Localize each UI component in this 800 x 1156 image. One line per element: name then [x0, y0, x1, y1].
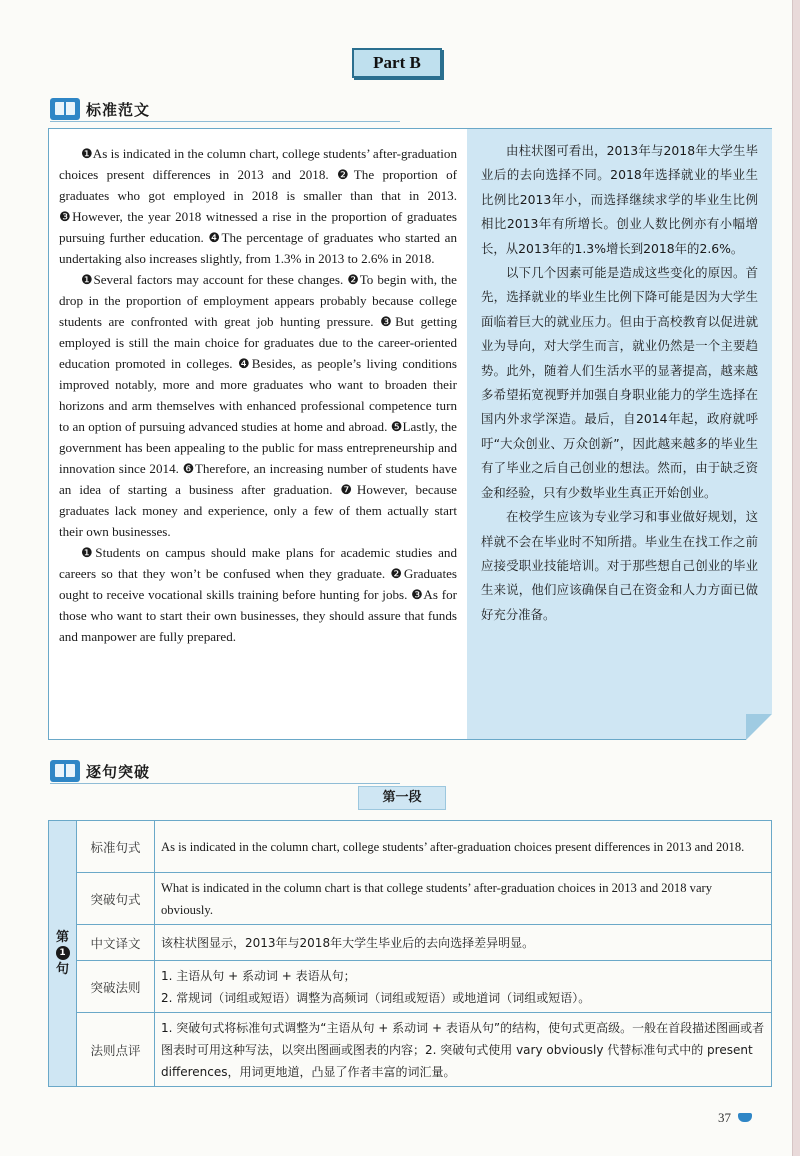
row-label: 法则点评	[77, 1013, 155, 1087]
section-label: 逐句突破	[86, 762, 151, 781]
row-label: 突破句式	[77, 873, 155, 925]
table-row	[49, 925, 772, 961]
chinese-paragraph: 由柱状图可看出，2013年与2018年大学生毕业后的去向选择不同。2018年选择就业的毕业生比例比2013年小，而选择继续求学的毕业生比例相比2013年有所增长。创业人数比例亦有小幅增长，从2013年的1.3%增长到2018年的2.6%。	[481, 143, 758, 256]
english-essay	[59, 143, 457, 647]
row-content: 1. 突破句式将标准句式调整为“主语从句 + 系动词 + 表语从句”的结构，使句式更高级。一般在首段描述图画或者图表时可用这种写法，以突出图画或图表的内容；2. 突破句式使用 vary obviously 代替标准句式中的 present differences，用词更地道，凸显了作者丰富的词汇量。	[155, 1013, 772, 1087]
book-icon	[50, 98, 80, 120]
english-paragraph: ❶Several factors may account for these changes. ❷To begin with, the drop in the proportion of employment appears probably because college students are confronted with great job hunting pressure. ❸But getting employed is still the main choice for graduates due to the career-oriented education promoted in colleges. ❹Besides, as people’s living conditions improved notably, more and more graduates who want to broaden their horizons and arm themselves with enhanced professional competence turn to an option of pursuing advanced studies at home and abroad. ❺Lastly, the government has been appealing to the public for mass entrepreneurship and innovation since 2014. ❻Therefore, an increasing number of students have an idea of starting a business after graduation. ❼However, because graduates lack money and experience, only a few of them actually start their own businesses.	[59, 272, 457, 539]
sentence-breakdown-table	[48, 820, 772, 1087]
sentence-number: 第 1 句	[49, 821, 77, 1087]
rule-line: 2. 常规词（词组或短语）调整为高频词（词组或短语）或地道词（词组或短语）。	[161, 990, 591, 1005]
table-row	[49, 961, 772, 1013]
chinese-translation	[467, 129, 772, 739]
graduation-cap-icon	[738, 1113, 752, 1122]
row-label: 中文译文	[77, 925, 155, 961]
row-label: 突破法则	[77, 961, 155, 1013]
part-title: Part B	[352, 48, 442, 78]
row-content	[155, 961, 772, 1013]
row-content: What is indicated in the column chart is that college students’ after-graduation choices in 2013 and 2018 vary obviously.	[155, 873, 772, 925]
rule-line: 1. 主语从句 + 系动词 + 表语从句；	[161, 968, 356, 983]
english-paragraph: ❶Students on campus should make plans for academic studies and careers so that they won’t be confused when they graduate. ❷Graduates ought to receive vocational skills training before hunting for jobs. ❸As for those who want to start their own businesses, they should assure that funds and manpower are fully prepared.	[59, 545, 457, 644]
table-row	[49, 873, 772, 925]
section-divider	[50, 783, 400, 784]
page-fold-corner	[746, 714, 772, 740]
english-paragraph: ❶As is indicated in the column chart, college students’ after-graduation choices present differences in 2013 and 2018. ❷The proportion of graduates who got employed in 2018 is smaller than that in 2013. ❸However, the year 2018 witnessed a rise in the proportion of graduates pursuing further education. ❹The percentage of graduates who started an undertaking also increases slightly, from 1.3% in 2013 to 2.6% in 2018.	[59, 146, 457, 266]
table-row	[49, 1013, 772, 1087]
chinese-paragraph: 以下几个因素可能是造成这些变化的原因。首先，选择就业的毕业生比例下降可能是因为大学生面临着巨大的就业压力。但由于高校教育以促进就业为导向，对大学生而言，就业仍然是一个主要趋势。此外，随着人们生活水平的显著提高，越来越多希望拓宽视野并加强自身职业能力的学生选择在国内外求学深造。最后，自2014年起，政府就呼吁“大众创业、万众创新”，因此越来越多的毕业生有了毕业之后自己创业的想法。然而，由于缺乏资金和经验，只有少数毕业生真正开始创业。	[481, 265, 758, 500]
section-divider	[50, 121, 400, 122]
page-edge	[792, 0, 800, 1156]
paragraph-title: 第一段	[358, 786, 446, 810]
row-label: 标准句式	[77, 821, 155, 873]
row-content: 该柱状图显示，2013年与2018年大学生毕业后的去向选择差异明显。	[155, 925, 772, 961]
section-label: 标准范文	[86, 100, 151, 119]
page-number: 37	[718, 1110, 731, 1125]
book-icon	[50, 760, 80, 782]
section-header-sample	[50, 96, 150, 122]
table-row	[49, 821, 772, 873]
row-content: As is indicated in the column chart, college students’ after-graduation choices present differences in 2013 and 2018.	[155, 821, 772, 873]
section-header-breakdown	[50, 758, 150, 784]
chinese-paragraph: 在校学生应该为专业学习和事业做好规划，这样就不会在毕业时不知所措。毕业生在找工作之前应接受职业技能培训。对于那些想自己创业的毕业生来说，他们应该确保自己在资金和人力方面已做好充分准备。	[481, 509, 758, 622]
sample-essay-box	[48, 128, 772, 740]
